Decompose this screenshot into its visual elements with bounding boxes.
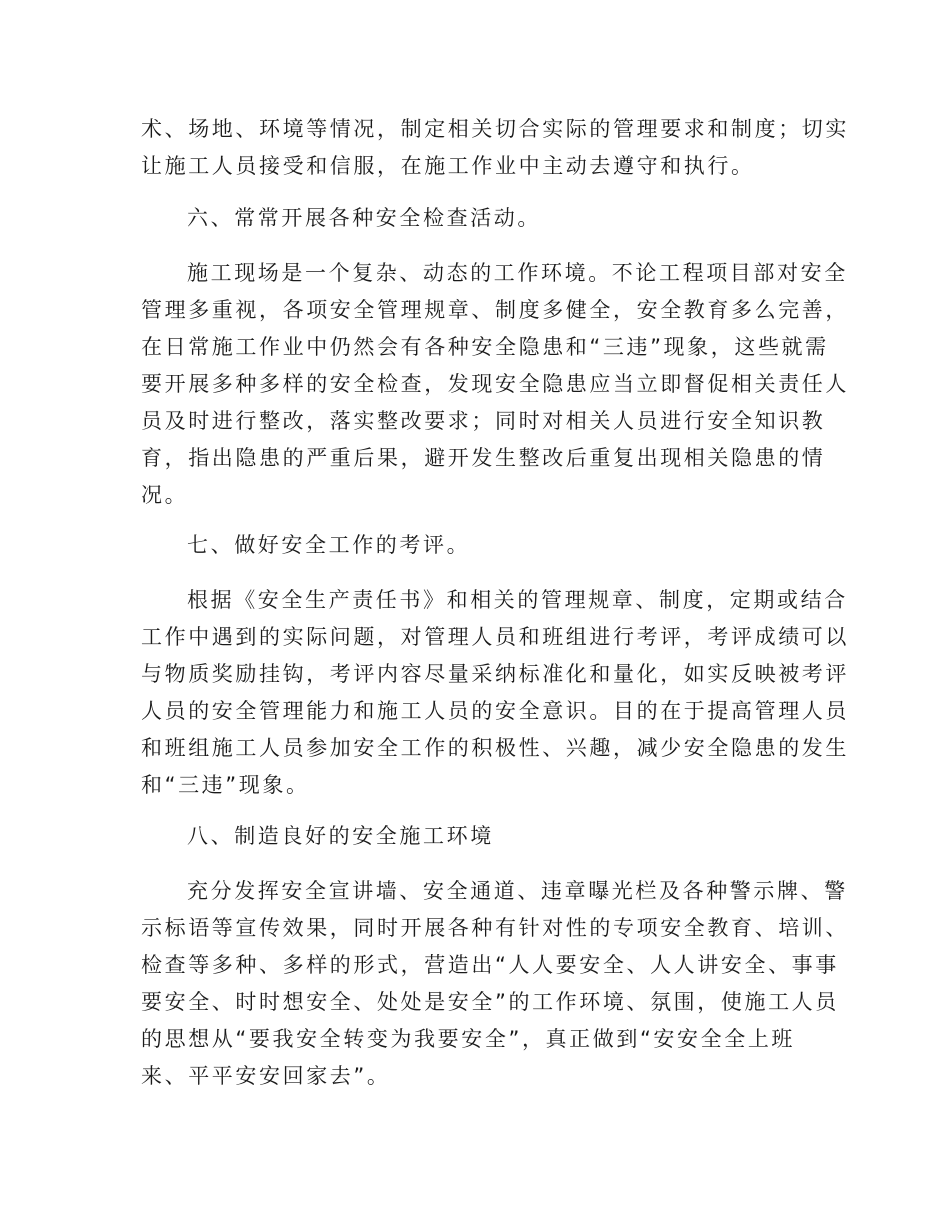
text-line: 和“三违”现象。 [141, 773, 310, 797]
section-heading-7 [141, 527, 809, 564]
text-line: 的思想从“要我安全转变为我要安全”，真正做到“安安全全上班 [141, 1027, 796, 1051]
text-line: 根据《安全生产责任书》和相关的管理规章、制度，定期或结合 [187, 588, 848, 612]
text-line: 员及时进行整改，落实整改要求；同时对相关人员进行安全知识教 [141, 409, 826, 433]
text-line: 在日常施工作业中仍然会有各种安全隐患和“三违”现象，这些就需 [141, 335, 829, 359]
text-line: 让施工人员接受和信服，在施工作业中主动去遵守和执行。 [141, 154, 755, 178]
text-line: 要安全、时时想安全、处处是安全”的工作环境、氛围，使施工人员 [141, 990, 839, 1014]
paragraph-7 [141, 582, 849, 804]
text-line: 与物质奖励挂钩，考评内容尽量采纳标准化和量化，如实反映被考评 [141, 662, 849, 686]
text-line: 育，指出隐患的严重后果，避开发生整改后重复出现相关隐患的情 [141, 446, 826, 470]
text-line: 来、平平安安回家去”。 [141, 1064, 391, 1088]
heading-text: 七、做好安全工作的考评。 [187, 533, 471, 557]
paragraph-8 [141, 873, 849, 1095]
text-line: 术、场地、环境等情况，制定相关切合实际的管理要求和制度；切实 [141, 117, 849, 141]
text-line: 检查等多种、多样的形式，营造出“人人要安全、人人讲安全、事事 [141, 953, 839, 977]
text-line: 示标语等宣传效果，同时开展各种有针对性的专项安全教育、培训、 [141, 916, 849, 940]
text-line: 充分发挥安全宣讲墙、安全通道、违章曝光栏及各种警示牌、警 [187, 879, 848, 903]
text-line: 况。 [141, 483, 189, 507]
section-heading-8 [141, 818, 809, 855]
text-line: 和班组施工人员参加安全工作的积极性、兴趣，减少安全隐患的发生 [141, 736, 849, 760]
paragraph-continuation [141, 111, 849, 185]
text-line: 管理多重视，各项安全管理规章、制度多健全，安全教育多么完善， [141, 298, 849, 322]
section-heading-6 [141, 200, 809, 237]
text-line: 要开展多种多样的安全检查，发现安全隐患应当立即督促相关责任人 [141, 372, 849, 396]
text-line: 施工现场是一个复杂、动态的工作环境。不论工程项目部对安全 [187, 261, 848, 285]
paragraph-6 [141, 255, 849, 514]
text-line: 人员的安全管理能力和施工人员的安全意识。目的在于提高管理人员 [141, 699, 849, 723]
text-line: 工作中遇到的实际问题，对管理人员和班组进行考评，考评成绩可以 [141, 625, 849, 649]
heading-text: 八、制造良好的安全施工环境 [187, 824, 494, 848]
heading-text: 六、常常开展各种安全检查活动。 [187, 206, 541, 230]
